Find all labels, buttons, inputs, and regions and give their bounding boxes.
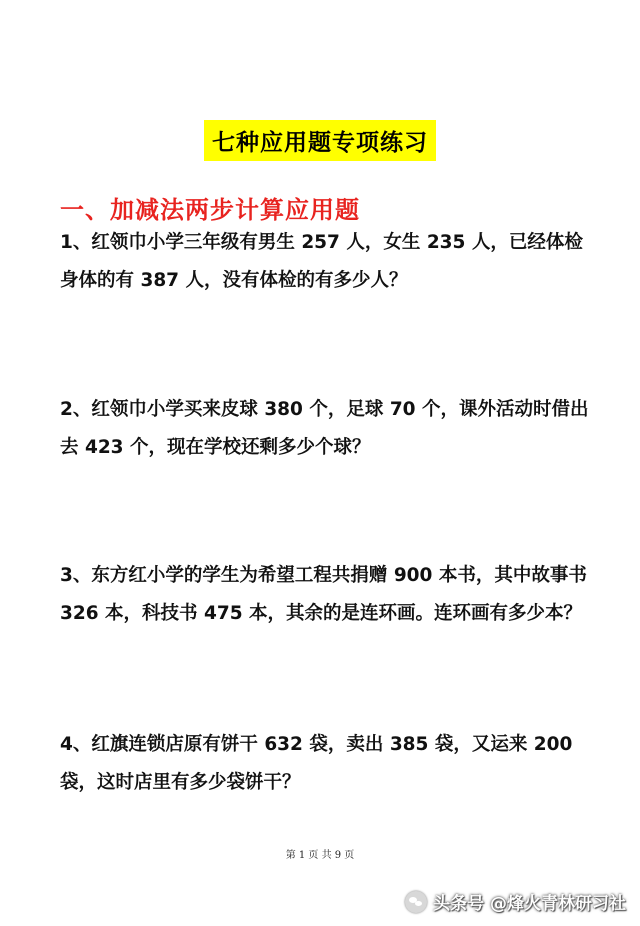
page-number-footer: 第 1 页 共 9 页 bbox=[285, 850, 355, 861]
watermark bbox=[405, 889, 626, 914]
problem-3: 3、东方红小学的学生为希望工程共捐赠 900 本书，其中故事书 326 本，科技书 475 本，其余的是连环画。连环画有多少本？ bbox=[60, 565, 587, 624]
section-heading: 一、加减法两步计算应用题 bbox=[60, 196, 360, 224]
problem-1: 1、红领巾小学三年级有男生 257 人，女生 235 人，已经体检身体的有 387 人，没有体检的有多少人？ bbox=[60, 232, 583, 291]
page-title: 七种应用题专项练习 bbox=[204, 120, 436, 161]
problem-2: 2、红领巾小学买来皮球 380 个，足球 70 个，课外活动时借出去 423 个，现在学校还剩多少个球？ bbox=[60, 399, 589, 458]
title-container bbox=[0, 120, 640, 161]
watermark-text: 头条号 @烽火青林研习社 bbox=[433, 894, 626, 914]
problem-4: 4、红旗连锁店原有饼干 632 袋，卖出 385 袋，又运来 200 袋，这时店里有多少袋饼干？ bbox=[60, 734, 573, 793]
wechat-icon bbox=[405, 891, 427, 913]
